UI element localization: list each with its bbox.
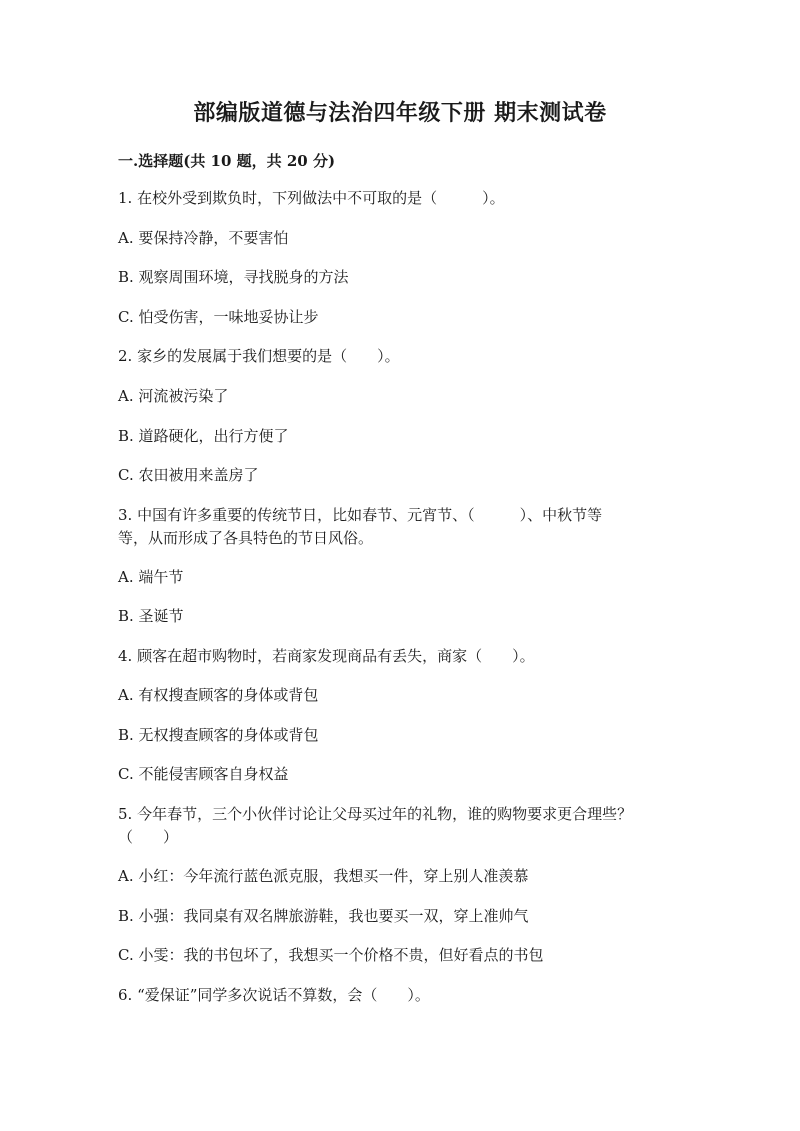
question-4-stem: 4. 顾客在超市购物时，若商家发现商品有丢失，商家（ ）。 <box>118 647 535 665</box>
question-1-option-c: C. 怕受伤害，一味地妥协让步 <box>118 308 319 326</box>
question-2-stem: 2. 家乡的发展属于我们想要的是（ ）。 <box>118 347 400 365</box>
question-4-option-a: A. 有权搜查顾客的身体或背包 <box>118 686 319 704</box>
question-4-option-b: B. 无权搜查顾客的身体或背包 <box>118 726 319 744</box>
question-2-option-a: A. 河流被污染了 <box>118 387 229 405</box>
question-5-stem-line1: 5. 今年春节，三个小伙伴讨论让父母买过年的礼物，谁的购物要求更合理些？ <box>118 805 633 823</box>
question-3-option-b: B. 圣诞节 <box>118 607 184 625</box>
question-1-option-a: A. 要保持冷静，不要害怕 <box>118 229 289 247</box>
question-3-stem-line1: 3. 中国有许多重要的传统节日，比如春节、元宵节、（ ）、中秋节等 <box>118 506 603 524</box>
question-5-option-b: B. 小强：我同桌有双名牌旅游鞋，我也要买一双，穿上准帅气 <box>118 907 529 925</box>
question-5-option-c: C. 小雯：我的书包坏了，我想买一个价格不贵，但好看点的书包 <box>118 946 544 964</box>
question-1-stem: 1. 在校外受到欺负时，下列做法中不可取的是（ ）。 <box>118 189 505 207</box>
question-5-option-a: A. 小红：今年流行蓝色派克服，我想买一件，穿上别人准羡慕 <box>118 867 529 885</box>
question-5-stem-line2: （ ） <box>118 828 179 846</box>
question-4-option-c: C. 不能侵害顾客自身权益 <box>118 765 289 783</box>
question-1-option-b: B. 观察周围环境，寻找脱身的方法 <box>118 268 349 286</box>
question-3-option-a: A. 端午节 <box>118 568 184 586</box>
question-2-option-b: B. 道路硬化，出行方便了 <box>118 427 289 445</box>
question-2-option-c: C. 农田被用来盖房了 <box>118 466 259 484</box>
question-3-stem-line2: 等，从而形成了各具特色的节日风俗。 <box>118 529 374 547</box>
section-heading: 一.选择题(共 10 题，共 20 分) <box>118 152 336 170</box>
question-6-stem: 6. “爱保证”同学多次说话不算数，会（ ）。 <box>118 986 430 1004</box>
exam-title: 部编版道德与法治四年级下册 期末测试卷 <box>193 100 607 126</box>
